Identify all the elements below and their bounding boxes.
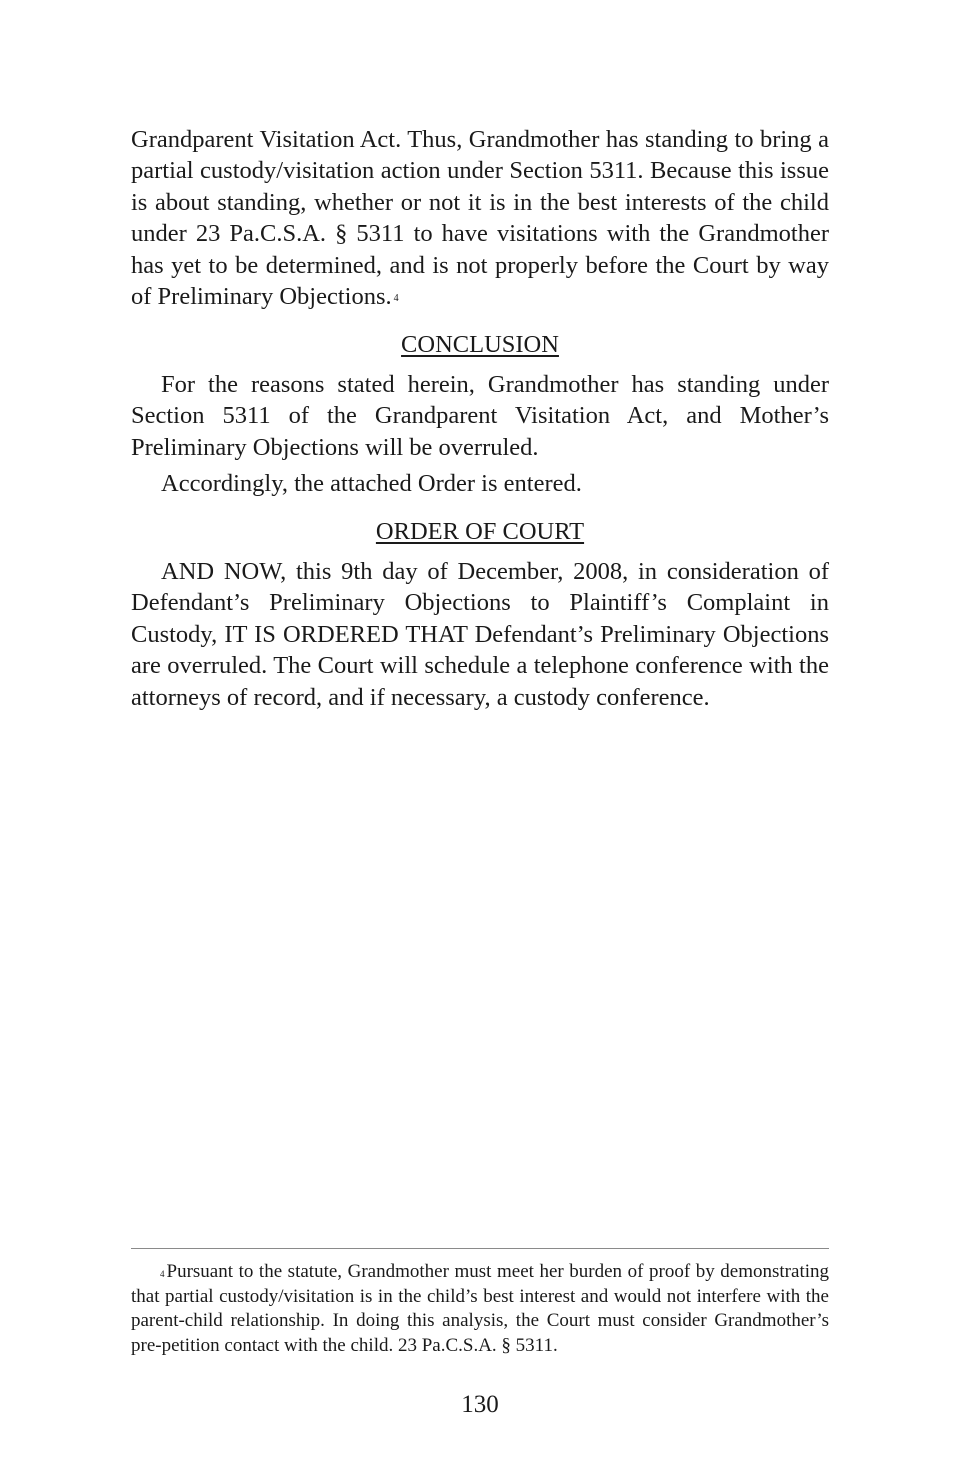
page-body [131,124,829,713]
conclusion-paragraph: For the reasons stated herein, Grandmother has standing under Section 5311 of the Grandparent Visitation Act, and Mother’s Preliminary Objections will be overruled. [131,370,829,461]
footnote-divider [131,1248,829,1249]
accordingly-paragraph: Accordingly, the attached Order is entered. [161,470,582,498]
opening-paragraph [131,124,829,312]
footnote-mark: 4 [160,1269,165,1279]
opening-paragraph-text: Grandparent Visitation Act. Thus, Grandmother has standing to bring a partial custody/visitation action under Section 5311. Because this issue is about standing, whether or not it is in the best interests of the child under 23 Pa.C.S.A. § 5311 to have visitations with the Grandmother has yet to be determined, and is not properly before the Court by way of Preliminary Objections. [131,126,829,311]
footnote-text: Pursuant to the statute, Grandmother must meet her burden of proof by demonstrating that partial custody/visitation is in the child’s best interest and would not interfere with the parent-child relationship. In doing this analysis, the Court must consider Grandmother’s pre-petition contact with the child. 23 Pa.C.S.A. § 5311. [131,1261,829,1356]
order-heading: ORDER OF COURT [375,518,585,546]
footnote-reference[interactable]: 4 [393,293,399,305]
order-paragraph: AND NOW, this 9th day of December, 2008, in consideration of Defendant’s Preliminary Objections to Plaintiff’s Complaint in Custody, IT IS ORDERED THAT Defendant’s Preliminary Objections are overruled. The Court will schedule a telephone conference with the attorneys of record, and if necessary, a custody conference. [131,557,829,711]
conclusion-heading: CONCLUSION [401,331,559,359]
footnote [131,1260,829,1358]
page-number: 130 [461,1391,499,1418]
